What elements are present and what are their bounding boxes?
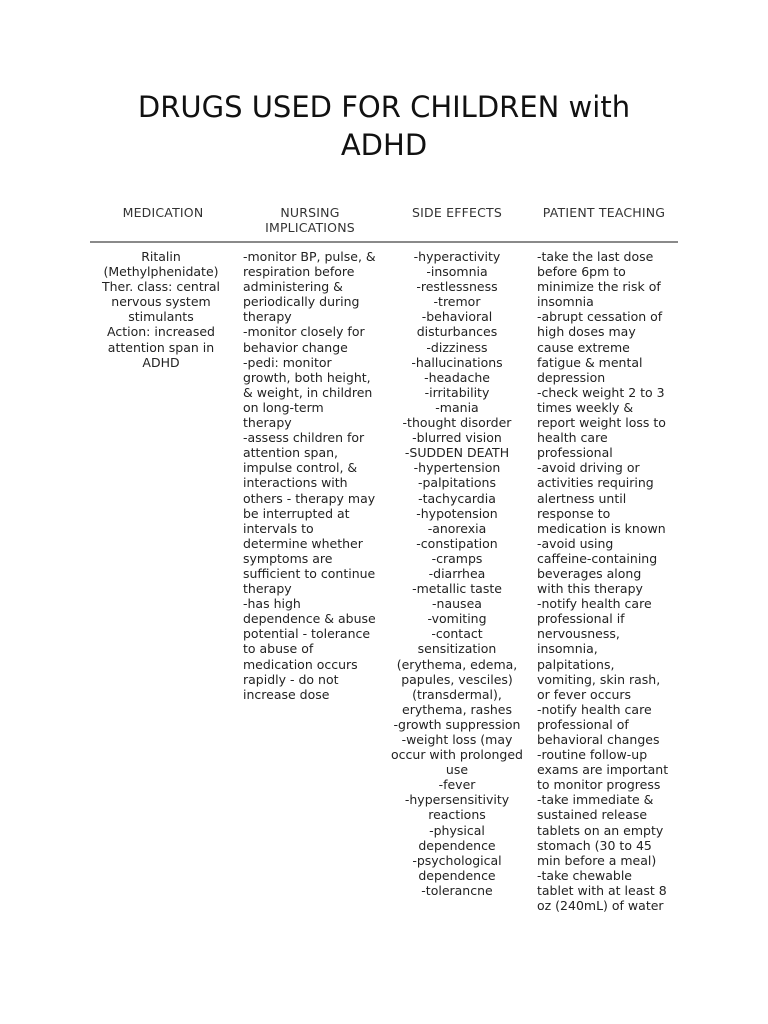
cell-line: caffeine-containing bbox=[537, 550, 658, 566]
header-nursing-line-1: NURSING bbox=[280, 205, 340, 220]
cell-line: Ther. class: central bbox=[101, 279, 221, 295]
cell-line: symptoms are bbox=[243, 550, 333, 566]
cell-line: activities requiring bbox=[537, 475, 654, 491]
cell-line: times weekly & bbox=[537, 399, 634, 415]
cell-line: nervous system bbox=[111, 294, 211, 310]
cell-line: attention span, bbox=[243, 445, 338, 461]
cell-line: sufficient to continue bbox=[243, 565, 376, 581]
cell-line: -vomiting bbox=[427, 611, 487, 627]
cell-line: therapy bbox=[243, 581, 292, 597]
cell-line: determine whether bbox=[243, 535, 363, 551]
cell-line: beverages along bbox=[537, 565, 642, 581]
cell-line: medication occurs bbox=[243, 656, 358, 672]
cell-line: disturbances bbox=[416, 324, 498, 340]
cell-line: -dizziness bbox=[426, 339, 488, 355]
cell-line: -behavioral bbox=[421, 309, 493, 325]
cell-line: -hyperactivity bbox=[413, 249, 501, 264]
cell-line: -growth suppression bbox=[393, 716, 521, 732]
cell-line: -anorexia bbox=[427, 520, 487, 536]
cell-line: -notify health care bbox=[537, 596, 652, 612]
page-title-line-1: DRUGS USED FOR CHILDREN with bbox=[137, 90, 631, 124]
cell-line: -routine follow-up bbox=[537, 747, 648, 763]
header-nursing-line-2: IMPLICATIONS bbox=[265, 220, 355, 235]
cell-line: -pedi: monitor bbox=[243, 354, 332, 370]
cell-line: professional of bbox=[537, 716, 629, 732]
cell-line: -hallucinations bbox=[411, 354, 503, 370]
cell-line: -psychological bbox=[412, 852, 502, 868]
cell-line: behavioral changes bbox=[537, 732, 660, 747]
cell-line: -monitor closely for bbox=[243, 324, 365, 340]
cell-line: (transdermal), bbox=[412, 686, 502, 702]
cell-line: Ritalin bbox=[141, 249, 181, 264]
cell-line: vomiting, skin rash, bbox=[537, 671, 661, 687]
cell-line: minimize the risk of bbox=[537, 279, 661, 295]
cell-line: attention span in bbox=[107, 339, 215, 355]
column-nursing-implications bbox=[243, 249, 388, 702]
cell-line: -mania bbox=[435, 399, 479, 415]
cell-line: with this therapy bbox=[537, 581, 643, 597]
cell-line: -avoid using bbox=[537, 535, 614, 551]
cell-line: -thought disorder bbox=[402, 415, 512, 431]
cell-line: growth, both height, bbox=[243, 369, 371, 385]
header-nursing-implications bbox=[236, 205, 384, 235]
cell-line: therapy bbox=[243, 309, 292, 325]
cell-line: (Methylphenidate) bbox=[103, 264, 219, 280]
cell-line: min before a meal) bbox=[537, 852, 657, 868]
cell-line: oz (240mL) of water bbox=[537, 898, 664, 914]
column-patient-teaching bbox=[537, 249, 677, 913]
cell-line: sustained release bbox=[537, 807, 648, 823]
page-title bbox=[0, 88, 768, 164]
cell-line: ADHD bbox=[142, 354, 180, 370]
cell-line: -avoid driving or bbox=[537, 460, 640, 476]
cell-line: Action: increased bbox=[107, 324, 215, 340]
cell-line: periodically during bbox=[243, 294, 360, 310]
cell-line: -blurred vision bbox=[412, 430, 502, 446]
cell-line: dependence bbox=[418, 867, 496, 883]
cell-line: -hypersensitivity bbox=[404, 792, 510, 808]
cell-line: -insomnia bbox=[426, 264, 488, 280]
cell-line: -irritability bbox=[424, 384, 490, 400]
cell-line: -contact bbox=[431, 626, 483, 642]
cell-line: -headache bbox=[424, 369, 490, 385]
cell-line: professional bbox=[537, 445, 613, 461]
cell-line: -assess children for bbox=[243, 430, 365, 446]
header-divider bbox=[90, 241, 678, 243]
table-header-row bbox=[90, 205, 678, 239]
cell-line: intervals to bbox=[243, 520, 314, 536]
cell-line: -diarrhea bbox=[428, 565, 486, 581]
header-side-effects: SIDE EFFECTS bbox=[412, 205, 502, 220]
cell-line: -hypotension bbox=[416, 505, 498, 521]
cell-line: reactions bbox=[428, 807, 486, 823]
cell-line: occur with prolonged bbox=[391, 747, 523, 763]
cell-line: palpitations, bbox=[537, 656, 615, 672]
cell-line: -take chewable bbox=[537, 867, 632, 883]
cell-line: behavior change bbox=[243, 339, 348, 355]
cell-line: response to bbox=[537, 505, 611, 521]
cell-line: -monitor BP, pulse, & bbox=[243, 249, 376, 264]
column-side-effects bbox=[388, 249, 526, 898]
cell-line: exams are important bbox=[537, 762, 669, 778]
cell-line: -constipation bbox=[416, 535, 498, 551]
header-medication: MEDICATION bbox=[122, 205, 204, 220]
cell-line: rapidly - do not bbox=[243, 671, 339, 687]
cell-line: be interrupted at bbox=[243, 505, 350, 521]
cell-line: nervousness, bbox=[537, 626, 620, 642]
cell-line: papules, vesciles) bbox=[401, 671, 513, 687]
cell-line: therapy bbox=[243, 415, 292, 431]
cell-line: medication is known bbox=[537, 520, 666, 536]
cell-line: -tremor bbox=[433, 294, 481, 310]
cell-line: -physical bbox=[429, 822, 485, 838]
cell-line: on long-term bbox=[243, 399, 324, 415]
cell-line: or fever occurs bbox=[537, 686, 632, 702]
cell-line: increase dose bbox=[243, 686, 330, 702]
cell-line: stimulants bbox=[128, 309, 194, 325]
cell-line: -cramps bbox=[431, 550, 483, 566]
cell-line: sensitization bbox=[417, 641, 497, 657]
cell-line: tablets on an empty bbox=[537, 822, 664, 838]
cell-line: report weight loss to bbox=[537, 415, 666, 431]
cell-line: interactions with bbox=[243, 475, 348, 491]
cell-line: depression bbox=[537, 369, 606, 385]
cell-line: use bbox=[445, 762, 469, 778]
cell-line: dependence bbox=[418, 837, 496, 853]
cell-line: -take the last dose bbox=[537, 249, 654, 264]
page-title-line-2: ADHD bbox=[340, 128, 428, 162]
cell-line: to abuse of bbox=[243, 641, 314, 657]
column-medication bbox=[96, 249, 226, 370]
cell-line: potential - tolerance bbox=[243, 626, 371, 642]
cell-line: insomnia, bbox=[537, 641, 598, 657]
cell-line: -restlessness bbox=[416, 279, 498, 295]
cell-line: before 6pm to bbox=[537, 264, 626, 280]
cell-line: -hypertension bbox=[413, 460, 501, 476]
cell-line: others - therapy may bbox=[243, 490, 376, 506]
cell-line: -metallic taste bbox=[412, 581, 502, 597]
cell-line: fatigue & mental bbox=[537, 354, 643, 370]
cell-line: erythema, rashes bbox=[402, 701, 512, 717]
cell-line: professional if bbox=[537, 611, 625, 627]
cell-line: -has high bbox=[243, 596, 301, 612]
cell-line: to monitor progress bbox=[537, 777, 661, 793]
cell-line: -take immediate & bbox=[537, 792, 654, 808]
cell-line: -fever bbox=[438, 777, 476, 793]
cell-line: -tolerancne bbox=[421, 882, 493, 898]
cell-line: -weight loss (may bbox=[401, 732, 513, 747]
cell-line: insomnia bbox=[537, 294, 594, 310]
cell-line: -nausea bbox=[432, 596, 482, 612]
cell-line: tablet with at least 8 bbox=[537, 882, 667, 898]
cell-line: administering & bbox=[243, 279, 343, 295]
cell-line: dependence & abuse bbox=[243, 611, 376, 627]
cell-line: -SUDDEN DEATH bbox=[404, 445, 510, 461]
cell-line: stomach (30 to 45 bbox=[537, 837, 652, 853]
cell-line: alertness until bbox=[537, 490, 627, 506]
header-patient-teaching: PATIENT TEACHING bbox=[542, 205, 666, 220]
cell-line: -check weight 2 to 3 bbox=[537, 384, 665, 400]
cell-line: (erythema, edema, bbox=[396, 656, 518, 672]
cell-line: impulse control, & bbox=[243, 460, 358, 476]
cell-line: & weight, in children bbox=[243, 384, 373, 400]
cell-line: -abrupt cessation of bbox=[537, 309, 663, 325]
cell-line: health care bbox=[537, 430, 608, 446]
cell-line: -palpitations bbox=[417, 475, 496, 491]
cell-line: -tachycardia bbox=[418, 490, 496, 506]
cell-line: respiration before bbox=[243, 264, 355, 280]
cell-line: high doses may bbox=[537, 324, 636, 340]
cell-line: -notify health care bbox=[537, 701, 652, 717]
cell-line: cause extreme bbox=[537, 339, 630, 355]
